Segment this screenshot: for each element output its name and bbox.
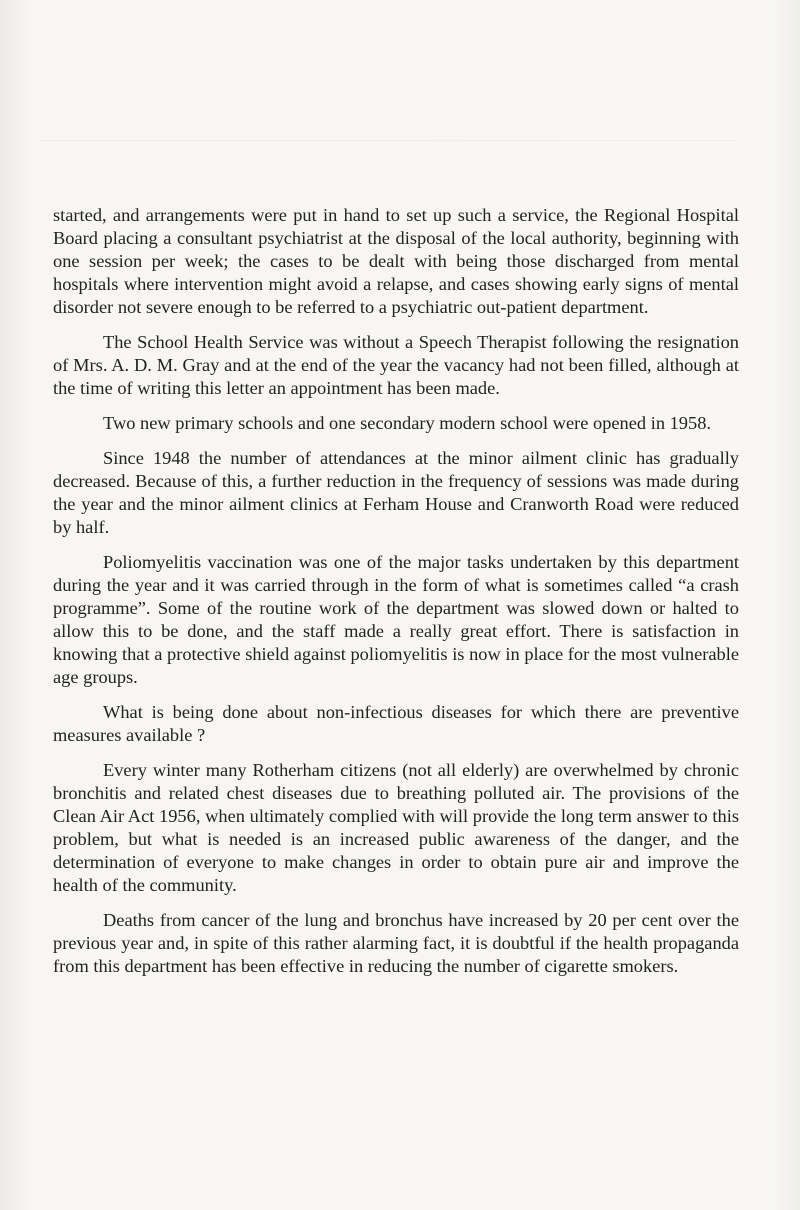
paragraph-3: Two new primary schools and one secondary modern school were opened in 1958. <box>103 413 711 433</box>
document-body <box>53 204 739 990</box>
paragraph-1: started, and arrangements were put in hand to set up such a service, the Regional Hospital Board placing a consultant psychiatrist at the disposal of the local authority, beginning with one session per week; the cases to be dealt with being those discharged from mental hospitals where intervention might avoid a relapse, and cases showing early signs of mental disorder not severe enough to be referred to a psychiatric out-patient department. <box>53 205 739 317</box>
paragraph-7: Every winter many Rotherham citizens (not all elderly) are overwhelmed by chronic bronchitis and related chest diseases due to breathing polluted air. The provisions of the Clean Air Act 1956, when ultimately complied with will provide the long term answer to this problem, but what is needed is an increased public awareness of the danger, and the determination of everyone to make changes in order to obtain pure air and improve the health of the community. <box>53 760 739 895</box>
paragraph-4: Since 1948 the number of attendances at the minor ailment clinic has gradually decreased. Because of this, a further reduction in the frequency of sessions was made during the year and the minor ailment clinics at Ferham House and Cranworth Road were reduced by half. <box>53 448 739 537</box>
paragraph-5: Poliomyelitis vaccination was one of the major tasks undertaken by this department during the year and it was carried through in the form of what is sometimes called “a crash programme”. Some of the routine work of the department was slowed down or halted to allow this to be done, and the staff made a really great effort. There is satisfaction in knowing that a protective shield against poliomyelitis is now in place for the most vulnerable age groups. <box>53 552 739 687</box>
paragraph-6: What is being done about non-infectious diseases for which there are preventive measures available ? <box>53 702 739 745</box>
paper-fold <box>40 140 740 141</box>
paragraph-2: The School Health Service was without a Speech Therapist following the resignation of Mrs. A. D. M. Gray and at the end of the year the vacancy had not been filled, although at the time of writing this letter an appointment has been made. <box>53 332 739 398</box>
paragraph-8: Deaths from cancer of the lung and bronchus have increased by 20 per cent over the previous year and, in spite of this rather alarming fact, it is doubtful if the health propaganda from this department has been effective in reducing the number of cigarette smokers. <box>53 910 739 976</box>
